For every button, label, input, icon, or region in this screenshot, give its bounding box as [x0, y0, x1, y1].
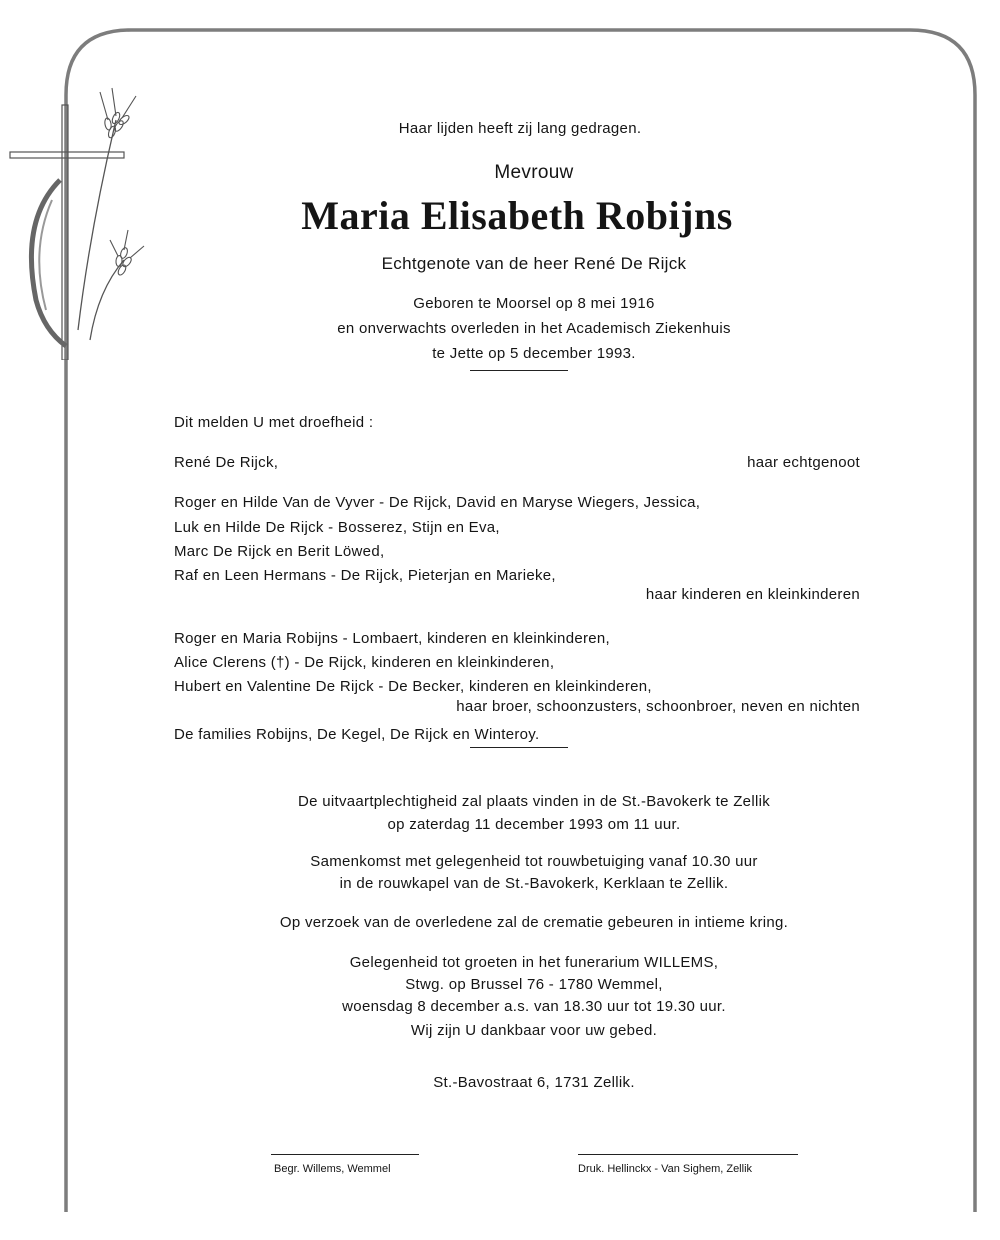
- printer-credit: Druk. Hellinckx - Van Sighem, Zellik: [578, 1163, 753, 1175]
- thanks-line: Wij zijn U dankbaar voor uw gebed.: [410, 1022, 658, 1039]
- husband-name: René De Rijck,: [174, 454, 279, 471]
- siblings-role: haar broer, schoonzusters, schoonbroer, neven en nichten: [456, 698, 860, 715]
- announcement-intro: Dit melden U met droefheid :: [174, 414, 374, 431]
- gathering-line-2: in de rouwkapel van de St.-Bavokerk, Kerklaan te Zellik.: [339, 875, 729, 892]
- list-item: Roger en Hilde Van de Vyver - De Rijck, David en Maryse Wiegers, Jessica,: [174, 494, 701, 511]
- children-role: haar kinderen en kleinkinderen: [645, 586, 860, 603]
- honorific: Mevrouw: [494, 162, 574, 183]
- deceased-name: Maria Elisabeth Robijns: [301, 193, 733, 238]
- address-line: St.-Bavostraat 6, 1731 Zellik.: [433, 1074, 635, 1091]
- gathering-line-1: Samenkomst met gelegenheid tot rouwbetuiging vanaf 10.30 uur: [310, 853, 758, 870]
- list-item: Raf en Leen Hermans - De Rijck, Pieterjan en Marieke,: [174, 567, 556, 584]
- birth-line: Geboren te Moorsel op 8 mei 1916: [413, 295, 655, 312]
- death-line-2: te Jette op 5 december 1993.: [432, 345, 636, 362]
- list-item: Roger en Maria Robijns - Lombaert, kinderen en kleinkinderen,: [174, 630, 611, 647]
- families-line: De families Robijns, De Kegel, De Rijck en Winteroy.: [174, 726, 540, 743]
- visit-line-2: Stwg. op Brussel 76 - 1780 Wemmel,: [405, 976, 663, 993]
- visit-line-1: Gelegenheid tot groeten in het funerarium WILLEMS,: [349, 954, 719, 971]
- visit-line-3: woensdag 8 december a.s. van 18.30 uur tot 19.30 uur.: [342, 998, 726, 1015]
- divider: [470, 370, 568, 371]
- list-item: Luk en Hilde De Rijck - Bosserez, Stijn en Eva,: [174, 519, 500, 536]
- list-item: Marc De Rijck en Berit Löwed,: [174, 543, 385, 560]
- list-item: Hubert en Valentine De Rijck - De Becker, kinderen en kleinkinderen,: [174, 678, 652, 695]
- ceremony-line-1: De uitvaartplechtigheid zal plaats vinden in de St.-Bavokerk te Zellik: [297, 793, 771, 810]
- opening-line: Haar lijden heeft zij lang gedragen.: [398, 120, 642, 137]
- death-line-1: en onverwachts overleden in het Academisch Ziekenhuis: [337, 320, 731, 337]
- spouse-line: Echtgenote van de heer René De Rijck: [381, 254, 687, 273]
- husband-role: haar echtgenoot: [747, 454, 860, 471]
- ceremony-line-2: op zaterdag 11 december 1993 om 11 uur.: [387, 816, 681, 833]
- divider: [470, 747, 568, 748]
- footer-divider-right: [578, 1154, 798, 1155]
- footer-divider-left: [271, 1154, 419, 1155]
- undertaker-credit: Begr. Willems, Wemmel: [274, 1163, 391, 1175]
- cremation-line: Op verzoek van de overledene zal de crematie gebeuren in intieme kring.: [279, 914, 789, 931]
- list-item: Alice Clerens (†) - De Rijck, kinderen en kleinkinderen,: [174, 654, 555, 671]
